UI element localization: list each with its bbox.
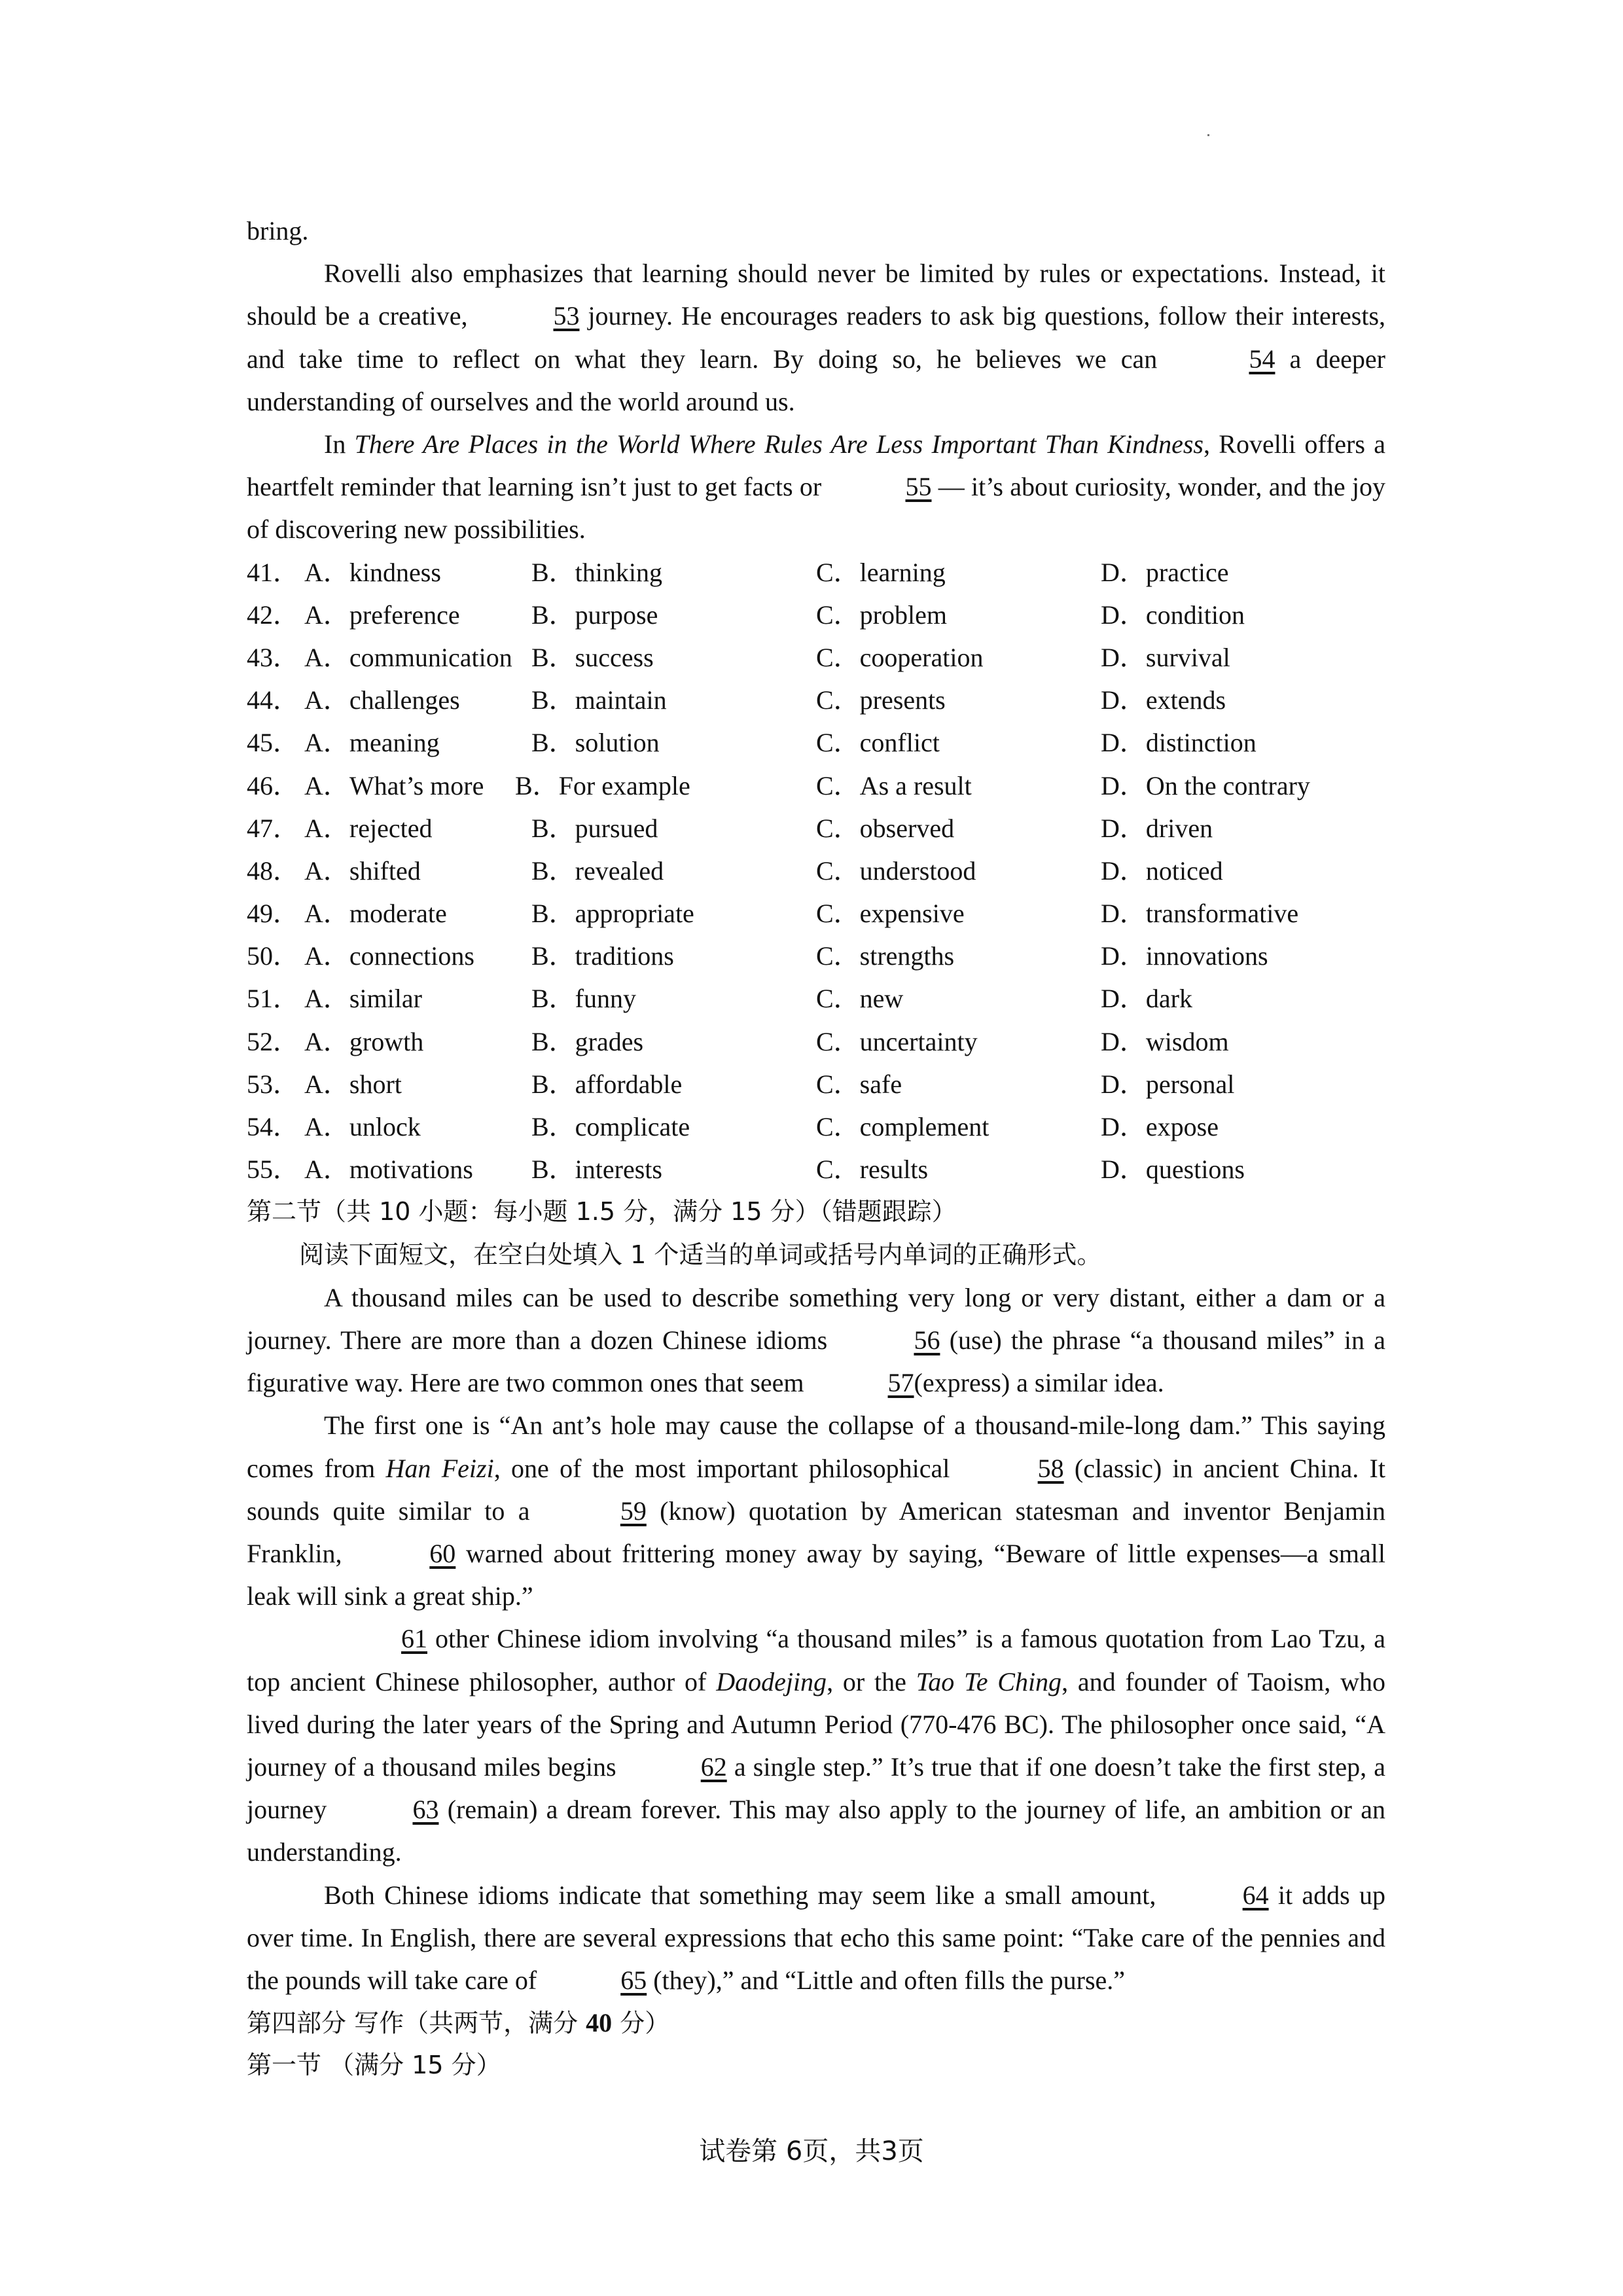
option-d: D．condition bbox=[1101, 600, 1245, 630]
option-c: C．As a result bbox=[816, 770, 972, 800]
option-b: B．revealed bbox=[531, 855, 664, 886]
options-list bbox=[247, 551, 1385, 1191]
option-b: B．funny bbox=[531, 984, 636, 1014]
option-b: B．maintain bbox=[531, 685, 667, 715]
blank-59: 59 bbox=[620, 1496, 647, 1526]
option-row: 46． A．What’s more B．For example C．As a result D．On the contrary bbox=[247, 764, 1385, 807]
option-row: 54． A．unlock B．complicate C．complement D．expose bbox=[247, 1105, 1385, 1148]
blank-63: 63 bbox=[412, 1795, 439, 1825]
option-d: D．noticed bbox=[1101, 855, 1223, 886]
option-a: A．motivations bbox=[304, 1155, 473, 1185]
option-row: 49． A．moderate B．appropriate C．expensive D．transformative bbox=[247, 892, 1385, 935]
option-d: D．driven bbox=[1101, 813, 1213, 843]
option-a: A．shifted bbox=[304, 855, 421, 886]
option-d: D．dark bbox=[1101, 984, 1192, 1014]
option-b: B．grades bbox=[531, 1026, 644, 1056]
option-row: 42． A．preference B．purpose C．problem D．condition bbox=[247, 594, 1385, 636]
blank-61: 61 bbox=[401, 1624, 427, 1654]
option-row: 43． A．communication B．success C．cooperation D．survival bbox=[247, 636, 1385, 679]
passage-paragraph-thousand-miles: A thousand miles can be used to describe something very long or very distant, either a dam or a journey. There are more than a dozen Chinese idioms 56 (use) the phrase “a thousand miles” in a figurative way. Here are two common ones that seem 57(express) a similar idea. bbox=[247, 1276, 1385, 1405]
option-c: C．problem bbox=[816, 600, 947, 630]
option-row: 53． A．short B．affordable C．safe D．personal bbox=[247, 1063, 1385, 1105]
option-d: D．transformative bbox=[1101, 899, 1299, 929]
option-c: C．strengths bbox=[816, 941, 955, 971]
part-4-section-1: 第一节 （满分 15 分） bbox=[247, 2051, 501, 2080]
blank-57: 57 bbox=[887, 1368, 914, 1398]
option-d: D．wisdom bbox=[1101, 1026, 1229, 1056]
option-a: A．connections bbox=[304, 941, 474, 971]
passage-paragraph-idioms: Both Chinese idioms indicate that something may seem like a small amount, 64 it adds up over time. In English, there are several expressions that echo this same point: “Take care of the pennies and the pounds will take care of 65 (they),” and “Little and often fills the purse.” bbox=[247, 1874, 1385, 2002]
option-b: B．interests bbox=[531, 1155, 662, 1185]
blank-64: 64 bbox=[1242, 1880, 1269, 1910]
option-c: C．cooperation bbox=[816, 642, 984, 672]
option-b: B．thinking bbox=[531, 557, 663, 587]
passage-paragraph-han-feizi: The first one is “An ant’s hole may cause the collapse of a thousand-mile-long dam.” This saying comes from Han Feizi, one of the most important philosophical 58 (classic) in ancient China. It sounds quite similar to a 59 (know) quotation by American statesman and inventor Benjamin Franklin, 60 warned about frittering money away by saying, “Beware of little expenses—a small leak will sink a great ship.” bbox=[247, 1410, 1386, 1611]
option-c: C．presents bbox=[816, 685, 946, 715]
passage-paragraph-rovelli-learning: Rovelli also emphasizes that learning should never be limited by rules or expectations. Instead, it should be a creative, 53 journey. He encourages readers to ask big questions, follow their interests, and take time to reflect on what they learn. By doing so, he believes we can 54 a deeper understanding of ourselves and the world around us. bbox=[247, 259, 1386, 416]
option-row: 44． A．challenges B．maintain C．presents D．extends bbox=[247, 679, 1385, 721]
option-c: C．conflict bbox=[816, 728, 940, 758]
option-a: A．communication bbox=[304, 642, 512, 672]
blank-55: 55 bbox=[905, 472, 932, 502]
option-c: C．understood bbox=[816, 855, 976, 886]
option-c: C．safe bbox=[816, 1069, 902, 1099]
section-2-instruction: 阅读下面短文，在空白处填入 1 个适当的单词或括号内单词的正确形式。 bbox=[299, 1240, 1102, 1269]
corner-mark bbox=[1207, 134, 1209, 136]
option-c: C．uncertainty bbox=[816, 1026, 978, 1056]
option-d: D．questions bbox=[1101, 1155, 1245, 1185]
option-b: B．For example bbox=[515, 770, 690, 800]
option-d: D．expose bbox=[1101, 1112, 1219, 1142]
option-a: A．moderate bbox=[304, 899, 447, 929]
blank-56: 56 bbox=[914, 1325, 940, 1355]
option-row: 48． A．shifted B．revealed C．understood D．noticed bbox=[247, 850, 1385, 892]
option-b: B．traditions bbox=[531, 941, 674, 971]
option-d: D．practice bbox=[1101, 557, 1229, 587]
option-a: A．growth bbox=[304, 1026, 424, 1056]
blank-54: 54 bbox=[1249, 344, 1275, 374]
blank-62: 62 bbox=[700, 1752, 727, 1782]
option-a: A．What’s more bbox=[304, 770, 484, 800]
option-row: 47． A．rejected B．pursued C．observed D．driven bbox=[247, 807, 1385, 850]
option-a: A．similar bbox=[304, 984, 422, 1014]
blank-58: 58 bbox=[1037, 1453, 1064, 1483]
option-b: B．appropriate bbox=[531, 899, 694, 929]
option-c: C．learning bbox=[816, 557, 946, 587]
option-c: C．new bbox=[816, 984, 904, 1014]
option-b: B．affordable bbox=[531, 1069, 683, 1099]
option-d: D．personal bbox=[1101, 1069, 1235, 1099]
option-d: D．innovations bbox=[1101, 941, 1268, 971]
part-4-heading: 第四部分 写作（共两节，满分 40 分） bbox=[247, 2008, 670, 2038]
option-b: B．solution bbox=[531, 728, 660, 758]
option-a: A．short bbox=[304, 1069, 402, 1099]
option-d: D．extends bbox=[1101, 685, 1226, 715]
option-c: C．expensive bbox=[816, 899, 965, 929]
option-b: B．success bbox=[531, 642, 654, 672]
blank-65: 65 bbox=[620, 1965, 647, 1996]
option-a: A．challenges bbox=[304, 685, 460, 715]
section-2-heading: 第二节（共 10 小题：每小题 1.5 分，满分 15 分）（错题跟踪） bbox=[247, 1197, 957, 1227]
option-d: D．survival bbox=[1101, 642, 1230, 672]
passage-paragraph-book-title: In There Are Places in the World Where Rules Are Less Important Than Kindness, Rovelli offers a heartfelt reminder that learning isn’t just to get facts or 55 — it’s about curiosity, wonder, and the joy of discovering new possibilities. bbox=[247, 429, 1385, 545]
passage-paragraph-lao-tzu: 61 other Chinese idiom involving “a thousand miles” is a famous quotation from Lao Tzu, a top ancient Chinese philosopher, author of Daodejing, or the Tao Te Ching, and founder of Taoism, who lived during the later years of the Spring and Autumn Period (770-476 BC). The philosopher once said, “A journey of a thousand miles begins 62 a single step.” It’s true that if one doesn’t take the first step, a journey 63 (remain) a dream forever. This may also apply to the journey of life, an ambition or an understanding. bbox=[247, 1617, 1385, 1873]
option-a: A．kindness bbox=[304, 557, 441, 587]
blank-53: 53 bbox=[553, 301, 580, 331]
exam-page bbox=[247, 209, 1385, 2087]
option-b: B．complicate bbox=[531, 1112, 690, 1142]
option-row: 52． A．growth B．grades C．uncertainty D．wisdom bbox=[247, 1020, 1385, 1063]
page-footer: 试卷第 6页，共3页 bbox=[699, 2136, 924, 2166]
book-title: There Are Places in the World Where Rules Are Less Important Than Kindness bbox=[354, 429, 1204, 459]
option-c: C．complement bbox=[816, 1112, 990, 1142]
option-row: 55． A．motivations B．interests C．results D．questions bbox=[247, 1148, 1385, 1191]
option-a: A．unlock bbox=[304, 1112, 421, 1142]
blank-60: 60 bbox=[429, 1539, 456, 1569]
option-a: A．preference bbox=[304, 600, 460, 630]
option-b: B．purpose bbox=[531, 600, 658, 630]
option-row: 41． A．kindness B．thinking C．learning D．practice bbox=[247, 551, 1385, 594]
option-c: C．observed bbox=[816, 813, 955, 843]
option-row: 51． A．similar B．funny C．new D．dark bbox=[247, 977, 1385, 1020]
option-d: D．distinction bbox=[1101, 728, 1257, 758]
option-row: 45． A．meaning B．solution C．conflict D．distinction bbox=[247, 721, 1385, 764]
option-b: B．pursued bbox=[531, 813, 658, 843]
option-d: D．On the contrary bbox=[1101, 770, 1310, 800]
option-a: A．rejected bbox=[304, 813, 433, 843]
option-c: C．results bbox=[816, 1155, 929, 1185]
option-a: A．meaning bbox=[304, 728, 440, 758]
passage-continuation: bring. bbox=[247, 216, 309, 245]
option-row: 50． A．connections B．traditions C．strengths D．innovations bbox=[247, 935, 1385, 977]
